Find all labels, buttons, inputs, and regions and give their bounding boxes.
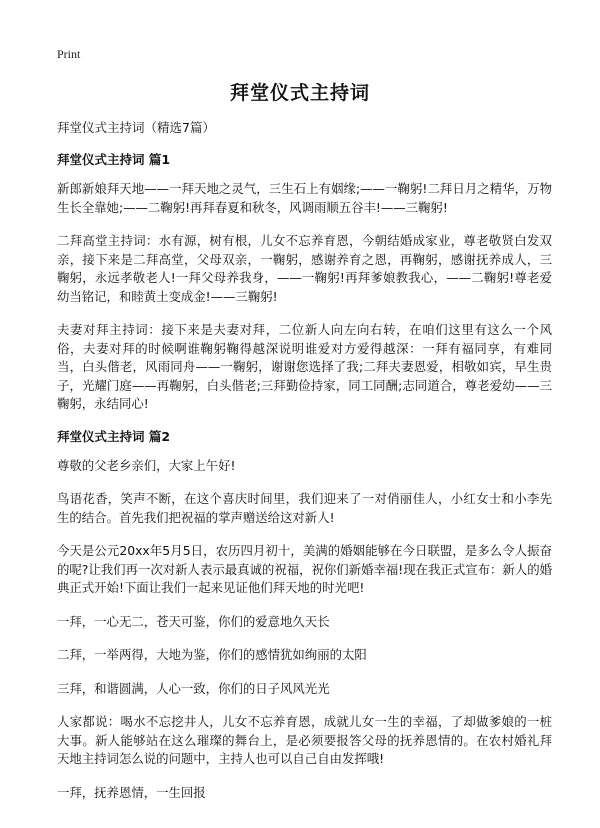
paragraph: 一拜，一心无二，苍天可鉴，你们的爱意地久天长 [57, 613, 330, 629]
paragraph: 新郎新娘拜天地——一拜天地之灵气，三生石上有姻缘;——一鞠躬!二拜日月之精华，万物生长全靠她;——二鞠躬!再拜春夏和秋冬，风调雨顺五谷丰!——三鞠躬! [57, 181, 552, 215]
paragraph: 二拜高堂主持词：水有源，树有根，儿女不忘养育恩，今朝结婚成家业，尊老敬贤白发双亲，接下来是二拜高堂，父母双亲，一鞠躬，感谢养育之恩，再鞠躬，感谢抚养成人，三鞠躬，永远孝敬老人!一拜父母养我身，——一鞠躬!再拜爹娘教我心，——二鞠躬!尊老爱幼当铭记，和睦黄土变成金!——三鞠躬! [57, 233, 552, 304]
paragraph: 夫妻对拜主持词：接下来是夫妻对拜，二位新人向左向右转，在咱们这里有这么一个风俗，夫妻对拜的时候啊谁鞠躬鞠得越深说明谁爱对方爱得越深：一拜有福同享，有难同当，白头偕老，风雨同舟——一鞠躬，谢谢您选择了我;二拜夫妻恩爱，相敬如宾，早生贵子，光耀门庭——再鞠躬，白头偕老;三拜勤俭持家，同工同酬;志同道合，尊老爱幼——三鞠躬，永结同心! [57, 322, 552, 411]
print-link[interactable]: Print [57, 47, 81, 61]
paragraph: 一拜，抚养恩情，一生回报 [57, 784, 206, 800]
paragraph: 鸟语花香，笑声不断，在这个喜庆时间里，我们迎来了一对俏丽佳人，小红女士和小李先生的结合。首先我们把祝福的掌声赠送给这对新人! [57, 491, 552, 525]
paragraph: 今天是公元20xx年5月5日，农历四月初十，美满的婚姻能够在今日联盟，是多么令人振奋的呢?让我们再一次对新人表示最真诚的祝福，祝你们新婚幸福!现在我正式宣布：新人的婚典正式开始!下面让我们一起来见证他们拜天地的时光吧! [57, 543, 552, 595]
document-body [57, 120, 552, 817]
section-heading-1: 拜堂仪式主持词 篇1 [57, 152, 171, 167]
document-title: 拜堂仪式主持词 [229, 82, 370, 104]
paragraph: 人家都说：喝水不忘挖井人，儿女不忘养育恩，成就儿女一生的幸福，了却做爹娘的一桩大事。新人能够站在这么璀璨的舞台上，是必须要报答父母的抚养恩情的。在农村婚礼拜天地主持词怎么说的问题中，主持人也可以自己自由发挥哦! [57, 714, 552, 766]
section-heading-2: 拜堂仪式主持词 篇2 [57, 428, 171, 444]
paragraph: 三拜，和谐圆满，人心一致，你们的日子风风光光 [57, 680, 330, 696]
document-subtitle: 拜堂仪式主持词（精选7篇） [57, 120, 215, 135]
paragraph: 二拜，一举两得，大地为鉴，你们的感情犹如绚丽的太阳 [57, 647, 367, 662]
paragraph: 尊敬的父老乡亲们，大家上午好! [57, 457, 236, 473]
